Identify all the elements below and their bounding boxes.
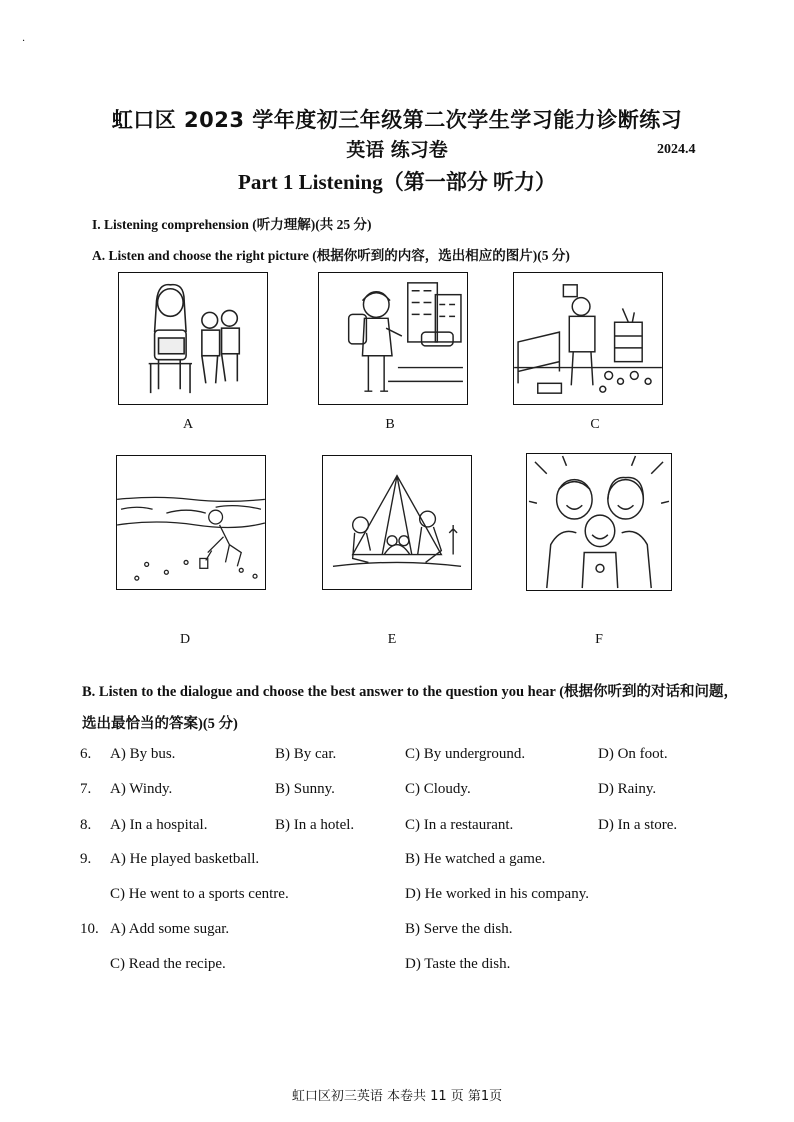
- camping-tent-icon: [323, 456, 471, 589]
- option-c: C) In a restaurant.: [405, 817, 514, 833]
- question-number: 6.: [80, 746, 92, 762]
- option-a: A) Windy.: [110, 781, 173, 797]
- question-number: 7.: [80, 781, 92, 797]
- option-d: D) In a store.: [598, 817, 678, 833]
- beach-cleanup-icon: [117, 456, 265, 589]
- picture-d: [116, 455, 266, 590]
- picture-a: [118, 272, 268, 405]
- picture-d-label: D: [179, 632, 191, 647]
- option-b: B) By car.: [275, 746, 337, 762]
- picture-b: [318, 272, 468, 405]
- option-b: B) Serve the dish.: [405, 921, 513, 937]
- question-number: 10.: [80, 921, 99, 937]
- picture-f-label: F: [595, 632, 603, 647]
- girl-reading-icon: [119, 273, 267, 404]
- option-d: D) On foot.: [598, 746, 668, 762]
- option-b: B) Sunny.: [275, 781, 335, 797]
- option-a: A) In a hospital.: [110, 817, 208, 833]
- picture-a-label: A: [182, 417, 194, 432]
- page-subtitle: 英语 练习卷: [346, 139, 448, 161]
- part-a-instruction: A. Listen and choose the right picture (根据你听到的内容，选出相应的图片)(5 分): [92, 248, 570, 263]
- option-b: B) He watched a game.: [405, 851, 546, 867]
- page-title: 虹口区 2023 学年度初三年级第二次学生学习能力诊断练习: [111, 108, 683, 132]
- option-b: B) In a hotel.: [275, 817, 355, 833]
- girl-street-icon: [319, 273, 467, 404]
- happy-family-icon: [527, 454, 671, 590]
- picture-e-label: E: [387, 632, 397, 647]
- option-a: A) By bus.: [110, 746, 176, 762]
- exam-date: 2024.4: [657, 142, 696, 157]
- part-heading: Part 1 Listening（第一部分 听力）: [238, 170, 556, 194]
- option-c: C) Cloudy.: [405, 781, 471, 797]
- picture-e: [322, 455, 472, 590]
- picture-c-label: C: [590, 417, 600, 432]
- picture-c: [513, 272, 663, 405]
- option-a: A) He played basketball.: [110, 851, 260, 867]
- question-number: 8.: [80, 817, 92, 833]
- page-footer: 虹口区初三英语 本卷共 11 页 第1页: [291, 1089, 503, 1104]
- option-a: A) Add some sugar.: [110, 921, 230, 937]
- picture-b-label: B: [385, 417, 395, 432]
- section-heading: I. Listening comprehension (听力理解)(共 25 分): [92, 217, 372, 232]
- option-c: C) By underground.: [405, 746, 526, 762]
- option-c: C) Read the recipe.: [110, 956, 226, 972]
- question-number: 9.: [80, 851, 92, 867]
- option-d: D) Rainy.: [598, 781, 657, 797]
- part-b-instruction: B. Listen to the dialogue and choose the best answer to the question you hear (根据你听到的对话和问题，选出最恰当的答案)(5 分): [82, 684, 739, 732]
- scan-mark: ·: [22, 36, 26, 47]
- picture-f: [526, 453, 672, 591]
- option-d: D) He worked in his company.: [405, 886, 589, 902]
- option-c: C) He went to a sports centre.: [110, 886, 289, 902]
- boy-messy-room-icon: [514, 273, 662, 404]
- option-d: D) Taste the dish.: [405, 956, 511, 972]
